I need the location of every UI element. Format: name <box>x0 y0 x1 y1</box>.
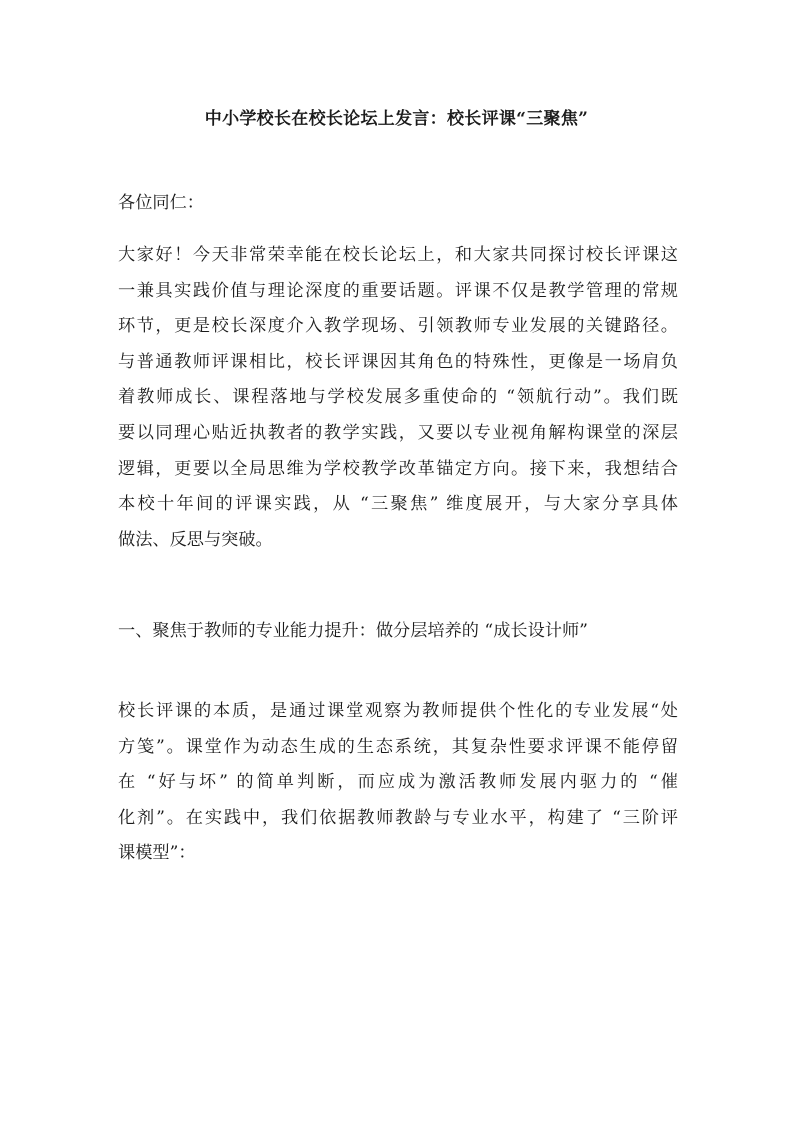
paragraph-line: 做法、反思与突破。 <box>118 530 273 550</box>
paragraph-line: 环节，更是校长深度介入教学现场、引领教师专业发展的关键路径。 <box>118 316 678 336</box>
paragraph-line: 逻辑，更要以全局思维为学校教学改革锚定方向。接下来，我想结合 <box>118 459 678 479</box>
section-heading: 一、聚焦于教师的专业能力提升：做分层培养的 “成长设计师” <box>118 621 588 641</box>
paragraph-line: 方笺”。课堂作为动态生成的生态系统，其复杂性要求评课不能停留 <box>118 737 678 757</box>
paragraph-line: 化剂”。在实践中，我们依据教师教龄与专业水平，构建了 “三阶评 <box>118 808 678 828</box>
paragraph-line: 着教师成长、课程落地与学校发展多重使命的 “领航行动”。我们既 <box>118 387 678 407</box>
paragraph-line: 大家好！今天非常荣幸能在校长论坛上，和大家共同探讨校长评课这 <box>118 245 678 265</box>
paragraph-line: 校长评课的本质，是通过课堂观察为教师提供个性化的专业发展“处 <box>118 701 678 721</box>
salutation: 各位同仁： <box>118 193 204 213</box>
paragraph-line: 与普通教师评课相比，校长评课因其角色的特殊性，更像是一场肩负 <box>118 352 678 372</box>
paragraph-line: 要以同理心贴近执教者的教学实践，又要以专业视角解构课堂的深层 <box>118 423 678 443</box>
paragraph-line: 一兼具实践价值与理论深度的重要话题。评课不仅是教学管理的常规 <box>118 281 678 301</box>
paragraph-line: 本校十年间的评课实践，从 “三聚焦” 维度展开，与大家分享具体 <box>118 494 678 514</box>
document-title: 中小学校长在校长论坛上发言：校长评课“三聚焦” <box>204 109 589 129</box>
paragraph-line: 课模型”： <box>118 843 196 863</box>
paragraph-line: 在 “好与坏” 的简单判断，而应成为激活教师发展内驱力的 “催 <box>118 772 678 792</box>
